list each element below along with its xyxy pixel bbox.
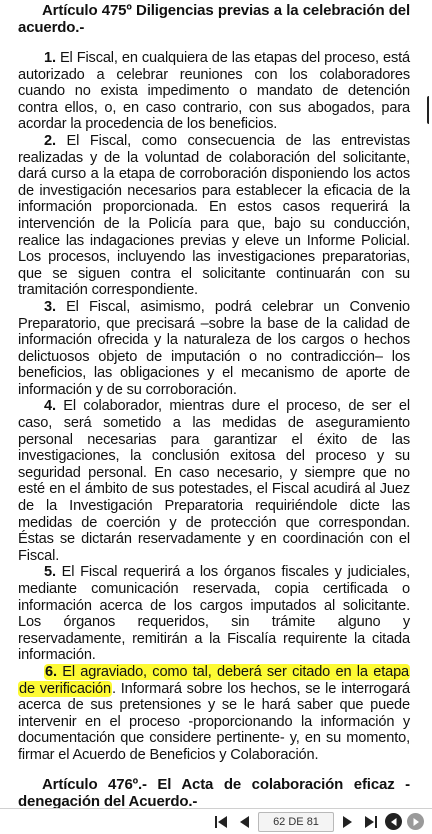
paragraph-475-6 xyxy=(18,664,410,764)
page-edge-bracket xyxy=(427,96,432,124)
document-content xyxy=(18,2,410,808)
paragraph-number: 4. xyxy=(44,398,56,415)
article-475-heading: Artículo 475º Diligencias previas a la celebración del acuerdo.- xyxy=(18,2,410,36)
paragraph-number: 5. xyxy=(44,564,56,581)
last-page-icon xyxy=(363,815,379,829)
paragraph-number: 3. xyxy=(44,298,56,315)
paragraph-number: 2. xyxy=(44,132,56,149)
forward-icon xyxy=(411,817,421,827)
page-indicator-field[interactable]: 62 DE 81 xyxy=(258,812,334,832)
paragraph-text: El Fiscal, como consecuencia de las entrevistas realizadas y de la voluntad de colaboración del solicitante, dará curso a la etapa de corroboración disponiendo los actos de investigación necesarios para establecer la eficacia de la información proporcionada. En estos casos requerirá la intervención de la Policía para que, bajo su conducción, realice las indagaciones previas y eleve un Informe Policial. Los procesos, incluyendo las investigaciones preparatorias, que se siguen contra el solicitante continuarán con su tramitación correspondiente. xyxy=(18,132,410,299)
first-page-icon xyxy=(213,815,229,829)
first-page-button[interactable] xyxy=(212,813,230,831)
next-page-icon xyxy=(342,815,354,829)
paragraph-number: 6. xyxy=(45,663,57,680)
article-476-heading: Artículo 476º.- El Acta de colaboración eficaz - denegación del Acuerdo.- xyxy=(18,775,410,808)
paragraph-text: . Informará sobre los hechos, se le interrogará acerca de sus pretensiones y se le hará saber que puede intervenir en el proceso -proporcionando la información y documentación que considere pertinente- y, en su momento, firmar el Acuerdo de Beneficios y Colaboración. xyxy=(18,680,410,763)
paragraph-475-5 xyxy=(18,564,410,664)
paragraph-text: El Fiscal requerirá a los órganos fiscales y judiciales, mediante comunicación reservada, copia certificada o información acerca de los cargos imputados al solicitante. Los órganos requeridos, sin trámite alguno y reservadamente, remitirán a la Fiscalía requirente la citada información. xyxy=(18,564,410,664)
reader-toolbar xyxy=(0,808,432,834)
paragraph-text: El Fiscal, en cualquiera de las etapas del proceso, está autorizado a celebrar reuniones con los colaboradores cuando no exista impedimento o mandato de detención contra ellos, o, en caso contrario, con sus abogados, para acordar la procedencia de los beneficios. xyxy=(18,50,410,133)
back-icon xyxy=(389,817,399,827)
highlighted-text: El agraviado, como tal, deberá ser citado en la etapa de verificación xyxy=(19,663,409,697)
next-page-button[interactable] xyxy=(339,813,357,831)
previous-page-button[interactable] xyxy=(235,813,253,831)
previous-page-icon xyxy=(238,815,250,829)
forward-button[interactable] xyxy=(407,813,424,830)
last-page-button[interactable] xyxy=(362,813,380,831)
paragraph-475-1 xyxy=(18,50,410,133)
paragraph-text: El Fiscal, asimismo, podrá celebrar un Convenio Preparatorio, que precisará –sobre la base de la calidad de información ofrecida y la naturaleza de los cargos o hechos delictuosos objeto de imputación o no contradicción– los beneficios, las obligaciones y el mecanismo de aporte de información y de su corroboración. xyxy=(18,298,410,398)
back-button[interactable] xyxy=(385,813,402,830)
paragraph-475-2 xyxy=(18,133,410,299)
paragraph-text: El colaborador, mientras dure el proceso, de ser el caso, será sometido a las medidas de aseguramiento personal necesarias para garantizar el éxito de las investigaciones, la conclusión exitosa del proceso y su seguridad personal. En caso necesario, y siempre que no esté en el ámbito de sus potestades, el Fiscal acudirá al Juez de la Investigación Preparatoria requiriéndole dicte las medidas de coerción y de protección que correspondan. Éstas se dictarán reservadamente y en coordinación con el Fiscal. xyxy=(18,398,410,564)
paragraph-number: 1. xyxy=(44,50,56,66)
paragraph-475-3 xyxy=(18,299,410,399)
paragraph-475-4 xyxy=(18,398,410,564)
